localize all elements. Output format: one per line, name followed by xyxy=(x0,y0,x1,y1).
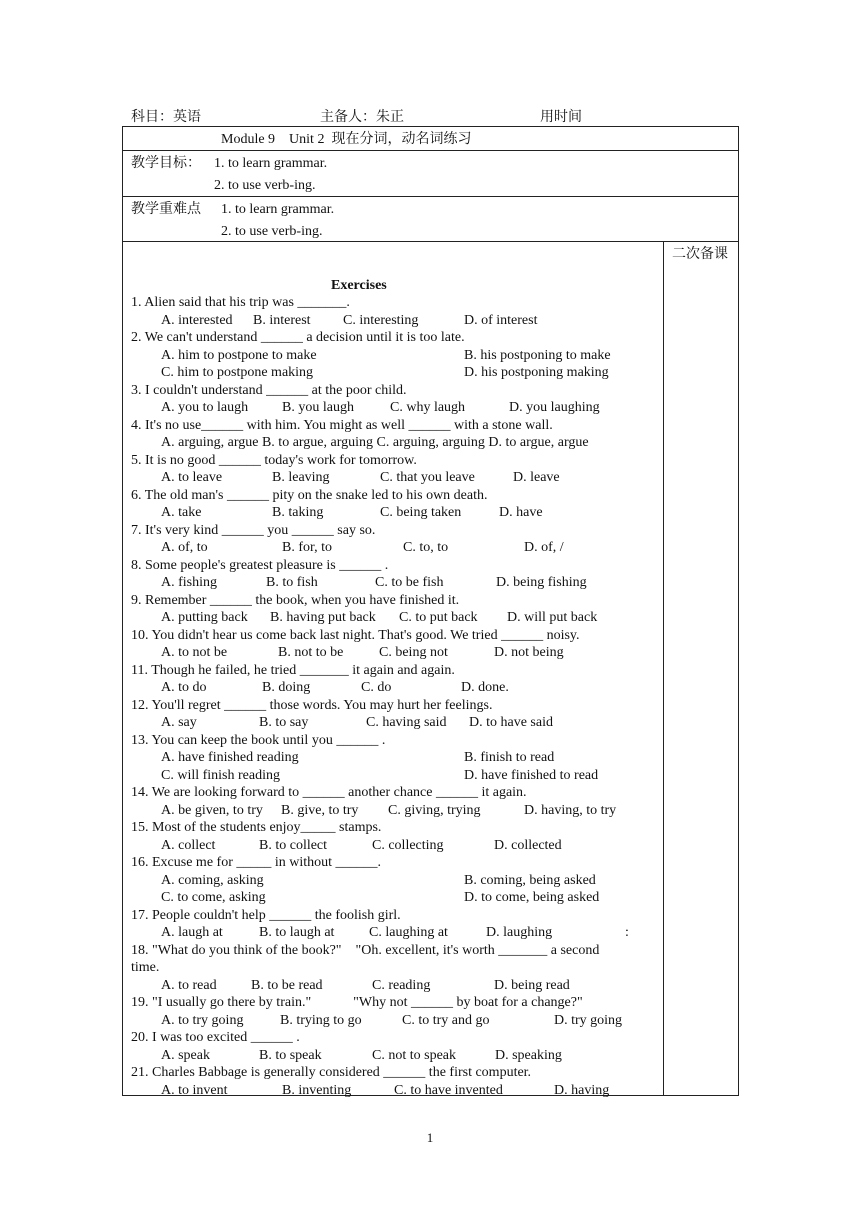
question-text: 16. Excuse me for _____ in without ______. xyxy=(131,855,382,870)
answer-option: D. try going xyxy=(554,1012,623,1028)
answer-option: C. interesting xyxy=(343,312,419,328)
answer-option: B. to speak xyxy=(259,1047,322,1063)
answer-option: D. of interest xyxy=(464,312,538,328)
answer-option: A. laugh at xyxy=(161,925,223,940)
answer-option: A. you to laugh xyxy=(161,400,249,415)
answer-option: B. coming, being asked xyxy=(464,872,596,888)
answer-option: B. his postponing to make xyxy=(464,347,611,363)
exercises-title: Exercises xyxy=(331,278,387,293)
answer-option: B. having put back xyxy=(270,610,376,625)
answer-option: D. being read xyxy=(494,977,570,993)
answer-option: D. laughing xyxy=(486,925,553,940)
answer-option: D. collected xyxy=(494,837,562,853)
answer-option: B. you laugh xyxy=(282,400,354,415)
answer-option: C. collecting xyxy=(372,837,444,853)
answer-option: C. to come, asking xyxy=(161,890,266,905)
answer-option: D. have xyxy=(499,505,543,520)
subject-label: 科目：英语 xyxy=(131,110,201,125)
answer-option: C. to have invented xyxy=(394,1082,503,1098)
answer-option: A. to not be xyxy=(161,645,228,660)
answer-option: A. coming, asking xyxy=(161,872,264,888)
answer-option: C. to, to xyxy=(403,540,449,555)
answer-option: C. to be fish xyxy=(375,575,444,590)
answer-option: A. speak xyxy=(161,1047,210,1063)
answer-option: B. to say xyxy=(259,715,309,730)
answer-option: A. have finished reading xyxy=(161,750,299,765)
side-column-divider xyxy=(663,241,664,1096)
answer-option: B. finish to read xyxy=(464,750,555,765)
answer-option: D. will put back xyxy=(507,610,598,625)
answer-option: B. not to be xyxy=(278,645,344,660)
question-text: 9. Remember ______ the book, when you have finished it. xyxy=(131,592,460,608)
answer-option: B. taking xyxy=(272,505,324,520)
answer-option: D. his postponing making xyxy=(464,365,609,380)
answer-option: B. doing xyxy=(262,680,311,695)
answer-option: C. giving, trying xyxy=(388,802,481,818)
answer-option: C. to put back xyxy=(399,610,478,625)
answer-option: A. collect xyxy=(161,837,216,853)
answer-option: D. of, / xyxy=(524,540,564,555)
question-text-continued: time. xyxy=(131,960,160,975)
answer-option: A. to do xyxy=(161,680,207,695)
question-text: 4. It's no use______ with him. You might as well ______ with a stone wall. xyxy=(131,417,553,433)
question-text: 14. We are looking forward to ______ another chance ______ it again. xyxy=(131,785,527,800)
answer-option: C. him to postpone making xyxy=(161,365,314,380)
answer-option: C. will finish reading xyxy=(161,767,280,783)
answer-option: D. having xyxy=(554,1082,610,1098)
question-text: 5. It is no good ______ today's work for tomorrow. xyxy=(131,452,417,468)
answer-option: : xyxy=(625,925,629,940)
answer-option: A. to try going xyxy=(161,1012,244,1028)
answer-option: A. to read xyxy=(161,977,217,993)
question-text: 17. People couldn't help ______ the foolish girl. xyxy=(131,907,401,923)
answer-option: D. you laughing xyxy=(509,400,600,415)
objective-item: 1. to learn grammar. xyxy=(214,156,328,171)
question-text: 15. Most of the students enjoy_____ stamps. xyxy=(131,820,382,835)
answer-option: D. not being xyxy=(494,645,564,660)
answer-option: C. being not xyxy=(379,645,448,660)
answer-option: C. reading xyxy=(372,977,431,993)
objective-item: 2. to use verb-ing. xyxy=(214,178,316,193)
answer-option: D. to have said xyxy=(469,715,553,730)
lesson-title: Module 9 Unit 2 现在分词，动名词练习 xyxy=(221,132,472,147)
side-column-title: 二次备课 xyxy=(672,247,728,262)
answer-option: C. why laugh xyxy=(390,400,466,415)
answer-option: A. arguing, argue B. to argue, arguing C. arguing, arguing D. to argue, argue xyxy=(161,435,589,450)
answer-option: B. inventing xyxy=(282,1082,352,1098)
answer-option: A. be given, to try xyxy=(161,802,263,818)
objectives-label: 教学目标： xyxy=(131,156,201,171)
table-divider xyxy=(122,241,739,242)
answer-option: B. to fish xyxy=(266,575,318,590)
answer-option: A. to leave xyxy=(161,470,223,485)
answer-option: C. having said xyxy=(366,715,447,730)
answer-option: A. say xyxy=(161,715,197,730)
question-text: 1. Alien said that his trip was _______. xyxy=(131,295,350,310)
key-point-item: 2. to use verb-ing. xyxy=(221,224,323,239)
answer-option: A. of, to xyxy=(161,540,208,555)
question-text: 20. I was too excited ______ . xyxy=(131,1030,300,1045)
question-text: 2. We can't understand ______ a decision until it is too late. xyxy=(131,330,465,345)
preparer-label: 主备人：朱正 xyxy=(320,110,404,125)
answer-option: D. being fishing xyxy=(496,575,587,590)
table-divider xyxy=(122,196,739,197)
answer-option: D. leave xyxy=(513,470,560,485)
question-text: 10. You didn't hear us come back last night. That's good. We tried ______ noisy. xyxy=(131,627,580,643)
question-text: 19. "I usually go there by train." "Why not ______ by boat for a change?" xyxy=(131,995,583,1010)
table-divider xyxy=(122,150,739,151)
answer-option: D. having, to try xyxy=(524,802,617,818)
answer-option: D. have finished to read xyxy=(464,767,599,783)
answer-option: B. for, to xyxy=(282,540,332,555)
answer-option: D. speaking xyxy=(495,1047,562,1063)
answer-option: D. done. xyxy=(461,680,509,695)
question-text: 11. Though he failed, he tried _______ it again and again. xyxy=(131,662,455,678)
question-text: 7. It's very kind ______ you ______ say so. xyxy=(131,522,376,538)
question-text: 12. You'll regret ______ those words. You may hurt her feelings. xyxy=(131,697,493,713)
answer-option: C. that you leave xyxy=(380,470,475,485)
question-text: 13. You can keep the book until you ______ . xyxy=(131,732,386,748)
time-label: 用时间 xyxy=(540,110,582,125)
answer-option: A. fishing xyxy=(161,575,217,590)
answer-option: D. to come, being asked xyxy=(464,890,600,905)
answer-option: A. him to postpone to make xyxy=(161,347,317,363)
question-text: 3. I couldn't understand ______ at the poor child. xyxy=(131,382,407,398)
question-text: 18. "What do you think of the book?" "Oh. excellent, it's worth _______ a second xyxy=(131,942,600,958)
answer-option: B. trying to go xyxy=(280,1012,362,1028)
key-points-label: 教学重难点 xyxy=(131,202,201,217)
answer-option: B. interest xyxy=(253,312,311,328)
answer-option: A. putting back xyxy=(161,610,248,625)
key-point-item: 1. to learn grammar. xyxy=(221,202,335,217)
answer-option: B. give, to try xyxy=(281,802,359,818)
page-number: 1 xyxy=(426,1130,434,1145)
answer-option: A. to invent xyxy=(161,1082,228,1098)
answer-option: C. not to speak xyxy=(372,1047,456,1063)
answer-option: B. to collect xyxy=(259,837,328,853)
answer-option: C. do xyxy=(361,680,392,695)
question-text: 21. Charles Babbage is generally considered ______ the first computer. xyxy=(131,1065,532,1080)
question-text: 6. The old man's ______ pity on the snake led to his own death. xyxy=(131,487,488,503)
answer-option: C. to try and go xyxy=(402,1012,490,1028)
answer-option: A. take xyxy=(161,505,202,520)
answer-option: A. interested xyxy=(161,312,233,328)
answer-option: B. to be read xyxy=(251,977,323,993)
answer-option: B. to laugh at xyxy=(259,925,335,940)
answer-option: B. leaving xyxy=(272,470,330,485)
answer-option: C. being taken xyxy=(380,505,462,520)
question-text: 8. Some people's greatest pleasure is ______ . xyxy=(131,557,389,573)
answer-option: C. laughing at xyxy=(369,925,448,940)
